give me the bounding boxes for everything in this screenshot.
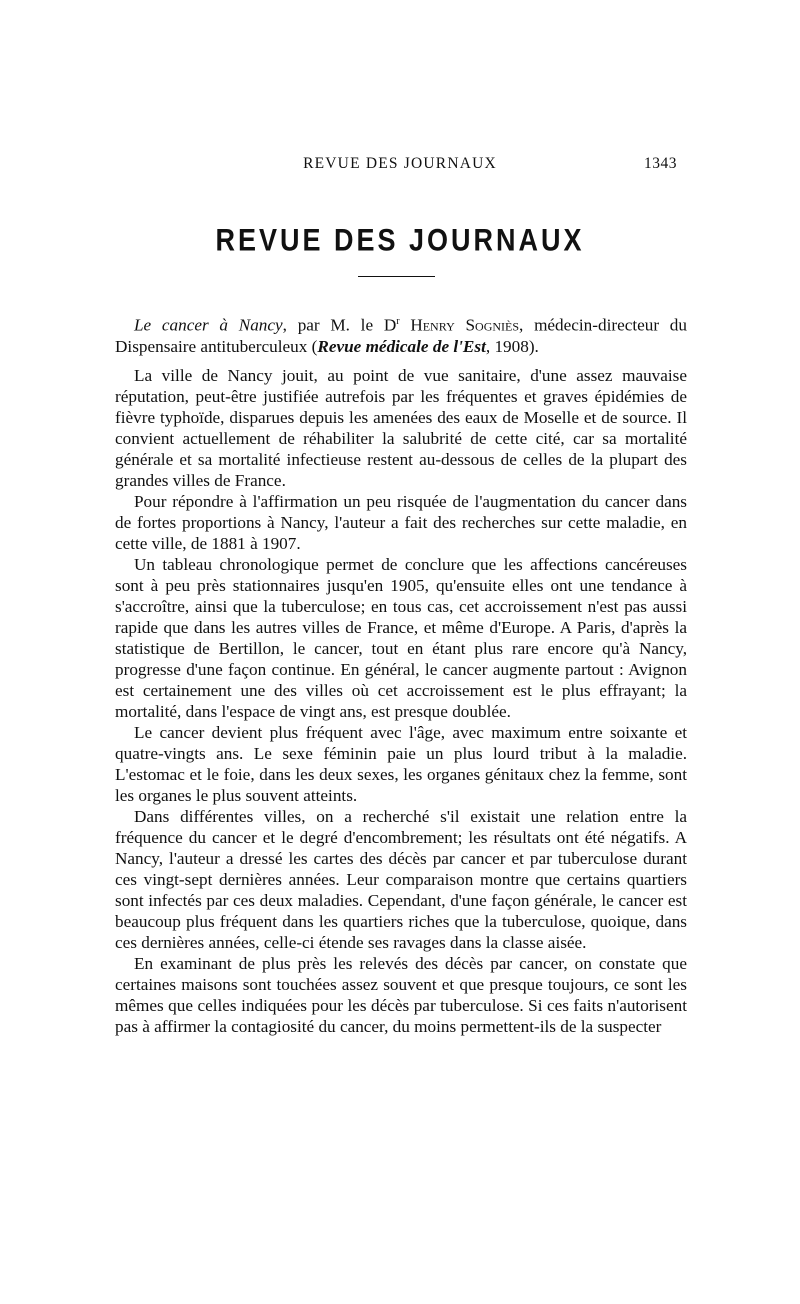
citation-author: Henry Sogniès <box>410 315 520 335</box>
citation <box>115 311 687 357</box>
paragraph-6: En examinant de plus près les relevés des décès par cancer, on constate que certaines maisons sont touchées assez souvent et que presque toujours, ce sont les mêmes que celles indiquées pour les décès par tuberculose. Si ces faits n'autorisent pas à affirmer la contagiosité du cancer, du moins permettent-ils de la suspecter <box>115 953 687 1036</box>
citation-role: , médecin-directeur du Dispensaire antituberculeux ( <box>115 315 687 356</box>
title-divider <box>358 276 435 277</box>
citation-dr-superscript: r <box>396 316 400 327</box>
paragraph-4: Le cancer devient plus fréquent avec l'âge, avec maximum entre soixante et quatre-vingts ans. Le sexe féminin paie un plus lourd tribut à la maladie. L'estomac et le foie, dans les deux sexes, les organes génitaux chez la femme, sont les organes le plus souvent atteints. <box>115 722 687 805</box>
article-body <box>115 311 687 1037</box>
page-title: REVUE DES JOURNAUX <box>215 222 585 258</box>
citation-journal: Revue médicale de l'Est <box>317 336 486 356</box>
citation-title: Le cancer à Nancy <box>134 315 283 335</box>
running-head <box>0 155 800 177</box>
page-number: 1343 <box>644 155 677 172</box>
paragraph-2: Pour répondre à l'affirmation un peu risquée de l'augmentation du cancer dans de fortes proportions à Nancy, l'auteur a fait des recherches sur cette maladie, en cette ville, de 1881 à 1907. <box>115 491 687 553</box>
paragraph-3: Un tableau chronologique permet de conclure que les affections cancéreuses sont à peu près stationnaires jusqu'en 1905, qu'ensuite elles ont une tendance à s'accroître, ainsi que la tuberculose; en tous cas, cet accroissement n'est pas aussi rapide que dans les autres villes de France, et même d'Europe. A Paris, d'après la statistique de Bertillon, le cancer, tout en étant plus rare encore qu'à Nancy, progresse d'une façon continue. En général, le cancer augmente partout : Avignon est certainement une des villes où cet accroissement est le plus effrayant; la mortalité, dans l'espace de vingt ans, est presque doublée. <box>115 554 687 721</box>
citation-by: , par M. le D <box>282 315 397 335</box>
citation-year: , 1908). <box>485 336 539 356</box>
paragraph-1: La ville de Nancy jouit, au point de vue sanitaire, d'une assez mauvaise réputation, peut-être justifiée autrefois par les fréquentes et graves épidémies de fièvre typhoïde, disparues depuis les amenées des eaux de Moselle et de source. Il convient actuellement de réhabiliter la salubrité de cette cité, car sa mortalité générale et sa mortalité infectieuse restent au-dessous de celles de la plupart des grandes villes de France. <box>115 365 687 490</box>
paragraph-5: Dans différentes villes, on a recherché s'il existait une relation entre la fréquence du cancer et le degré d'encombrement; les résultats ont été négatifs. A Nancy, l'auteur a dressé les cartes des décès par cancer et par tuberculose durant ces vingt-sept dernières années. Leur comparaison montre que certains quartiers sont infectés par ces deux maladies. Cependant, d'une façon générale, le cancer est beaucoup plus fréquent dans les quartiers riches que la tuberculose, quoique, dans ces dernières années, celle-ci étende ses ravages dans la classe aisée. <box>115 806 687 952</box>
running-title: REVUE DES JOURNAUX <box>303 155 497 172</box>
